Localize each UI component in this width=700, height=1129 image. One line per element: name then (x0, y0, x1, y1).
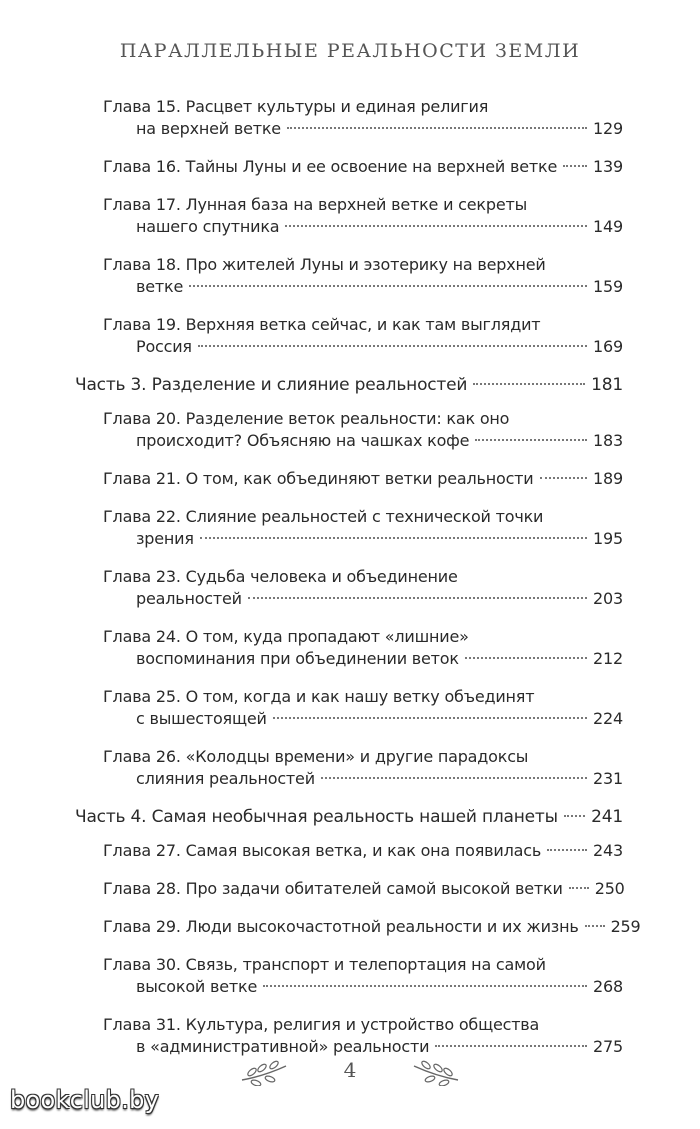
toc-entry-title-cont: слияния реальностей (136, 769, 315, 788)
dot-leader (285, 225, 587, 227)
toc-entry-title: Глава 22. Слияние реальностей с технической точки (103, 507, 544, 526)
toc-entry-chapter-15[interactable] (103, 96, 623, 140)
dot-leader (287, 127, 587, 129)
toc-entry-title: Глава 23. Судьба человека и объединение (103, 567, 458, 586)
toc-part-title: Часть 3. Разделение и слияние реальностей (75, 375, 468, 395)
toc-page-number: 212 (593, 649, 623, 668)
toc-entry-chapter-28[interactable] (103, 878, 623, 900)
toc-entry-title: Глава 19. Верхняя ветка сейчас, и как там выглядит (103, 315, 541, 334)
dot-leader (189, 285, 587, 287)
toc-entry-title: Глава 30. Связь, транспорт и телепортация на самой (103, 955, 546, 974)
toc-entry-chapter-29[interactable] (103, 916, 641, 938)
dot-leader (273, 717, 587, 719)
toc-page-number: 169 (593, 337, 623, 356)
toc-entry-chapter-21[interactable] (103, 468, 623, 490)
dot-leader (263, 985, 587, 987)
toc-entry-title: Глава 27. Самая высокая ветка, и как она появилась (103, 841, 542, 860)
dot-leader (321, 777, 587, 779)
toc-entry-title-cont: в «административной» реальности (136, 1037, 430, 1056)
dot-leader (473, 383, 585, 385)
dot-leader (585, 925, 605, 927)
toc-page-number: 159 (593, 277, 623, 296)
page-number: 4 (343, 1058, 357, 1082)
toc-page-number: 183 (593, 431, 623, 450)
toc-entry-chapter-19[interactable] (103, 314, 623, 358)
dot-leader (563, 165, 587, 167)
toc-page-number: 203 (593, 589, 623, 608)
toc-page-number: 189 (593, 469, 623, 488)
toc-entry-title: Глава 24. О том, куда пропадают «лишние» (103, 627, 469, 646)
toc-entry-title-cont: воспоминания при объединении веток (136, 649, 459, 668)
toc-entry-chapter-25[interactable] (103, 686, 623, 730)
toc-entry-chapter-17[interactable] (103, 194, 623, 238)
running-header: ПАРАЛЛЕЛЬНЫЕ РЕАЛЬНОСТИ ЗЕМЛИ (119, 40, 581, 62)
toc-page-number: 231 (593, 769, 623, 788)
toc-entry-title: Глава 28. Про задачи обитателей самой высокой ветки (103, 879, 563, 898)
leaf-branch-icon (412, 1060, 460, 1086)
toc-entry-chapter-18[interactable] (103, 254, 623, 298)
toc-entry-title: Глава 16. Тайны Луны и ее освоение на верхней ветке (103, 157, 558, 176)
toc-entry-part-3[interactable] (75, 374, 623, 396)
table-of-contents (0, 96, 700, 1074)
toc-entry-title-cont: ветке (136, 277, 184, 296)
toc-entry-title-cont: реальностей (136, 589, 242, 608)
toc-page-number: 181 (591, 375, 623, 395)
toc-entry-title: Глава 15. Расцвет культуры и единая религия (103, 97, 489, 116)
toc-page-number: 259 (610, 917, 641, 936)
toc-entry-chapter-20[interactable] (103, 408, 623, 452)
toc-entry-chapter-27[interactable] (103, 840, 623, 862)
dot-leader (200, 537, 587, 539)
toc-entry-chapter-26[interactable] (103, 746, 623, 790)
toc-entry-title: Глава 31. Культура, религия и устройство общества (103, 1015, 540, 1034)
toc-entry-title: Глава 18. Про жителей Луны и эзотерику на верхней (103, 255, 546, 274)
toc-entry-title: Глава 25. О том, когда и как нашу ветку объединят (103, 687, 535, 706)
toc-entry-chapter-30[interactable] (103, 954, 623, 998)
toc-entry-chapter-16[interactable] (103, 156, 623, 178)
toc-part-title: Часть 4. Самая необычная реальность нашей планеты (75, 807, 558, 827)
dot-leader (198, 345, 587, 347)
dot-leader (569, 887, 589, 889)
dot-leader (564, 815, 585, 817)
toc-entry-title: Глава 29. Люди высокочастотной реальности и их жизнь (103, 917, 579, 936)
toc-entry-title: Глава 26. «Колодцы времени» и другие парадоксы (103, 747, 529, 766)
toc-entry-title-cont: нашего спутника (136, 217, 280, 236)
dot-leader (465, 657, 587, 659)
toc-entry-title-cont: высокой ветке (136, 977, 258, 996)
toc-page-number: 275 (593, 1037, 623, 1056)
toc-entry-title: Глава 21. О том, как объединяют ветки реальности (103, 469, 534, 488)
dot-leader (435, 1045, 587, 1047)
toc-page-number: 250 (594, 879, 625, 898)
dot-leader (475, 439, 587, 441)
toc-page-number: 243 (593, 841, 623, 860)
dot-leader (248, 597, 587, 599)
toc-entry-title-cont: происходит? Объясняю на чашках кофе (136, 431, 470, 450)
dot-leader (547, 849, 587, 851)
toc-entry-title-cont: зрения (136, 529, 194, 548)
toc-entry-title: Глава 20. Разделение веток реальности: как оно (103, 409, 510, 428)
toc-page-number: 241 (591, 807, 623, 827)
toc-page-number: 224 (593, 709, 623, 728)
toc-entry-title-cont: Россия (136, 337, 192, 356)
toc-entry-title-cont: с вышестоящей (136, 709, 267, 728)
toc-page-number: 149 (593, 217, 623, 236)
toc-page-number: 139 (593, 157, 623, 176)
toc-entry-chapter-24[interactable] (103, 626, 623, 670)
toc-page-number: 195 (593, 529, 623, 548)
toc-page-number: 129 (593, 119, 623, 138)
watermark: bookclub.by (10, 1086, 160, 1114)
dot-leader (540, 477, 588, 479)
toc-entry-chapter-23[interactable] (103, 566, 623, 610)
toc-entry-title: Глава 17. Лунная база на верхней ветке и секреты (103, 195, 528, 214)
toc-entry-part-4[interactable] (75, 806, 623, 828)
toc-page-number: 268 (593, 977, 623, 996)
toc-entry-title-cont: на верхней ветке (136, 119, 281, 138)
toc-entry-chapter-22[interactable] (103, 506, 623, 550)
